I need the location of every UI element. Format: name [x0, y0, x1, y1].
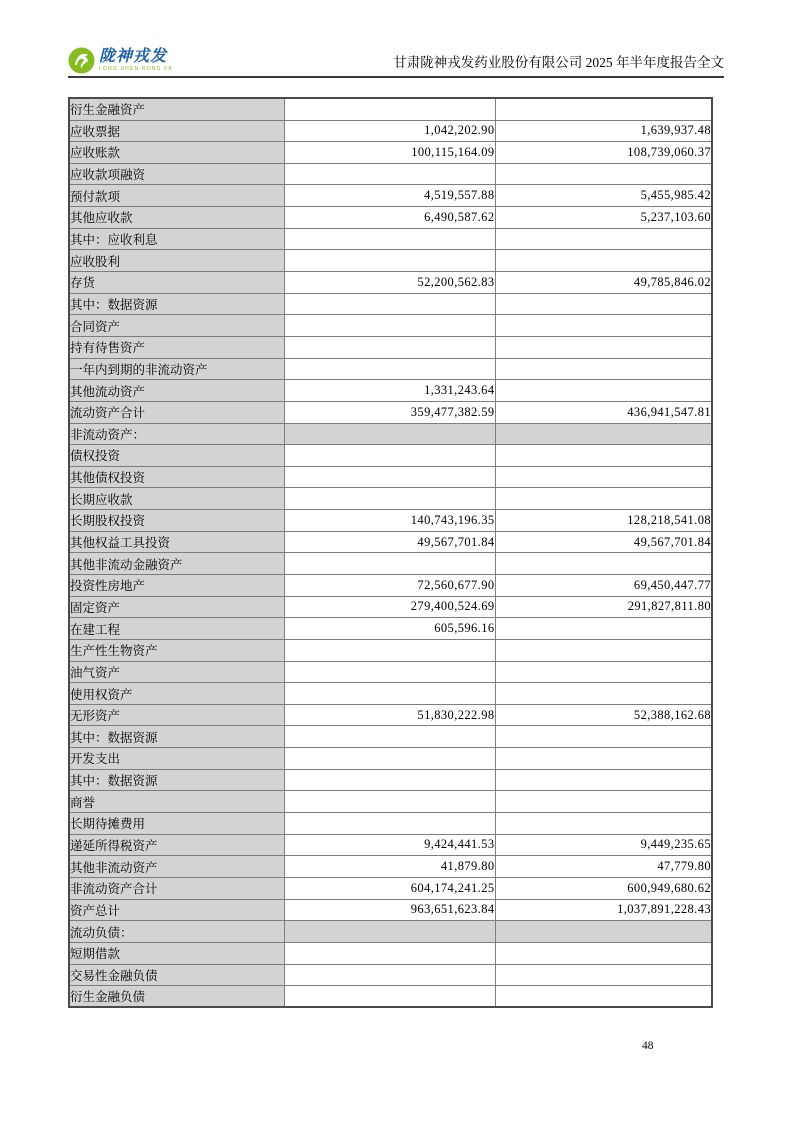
prior-period-value [495, 661, 712, 683]
current-period-value [284, 423, 495, 445]
item-label: 生产性生物资产 [69, 639, 284, 661]
table-row [69, 163, 712, 185]
prior-period-value: 128,218,541.08 [495, 510, 712, 532]
prior-period-value: 49,567,701.84 [495, 531, 712, 553]
prior-period-value [495, 250, 712, 272]
current-period-value [284, 942, 495, 964]
item-label: 在建工程 [69, 618, 284, 640]
item-label: 其中：数据资源 [69, 726, 284, 748]
prior-period-value: 291,827,811.80 [495, 596, 712, 618]
current-period-value: 6,490,587.62 [284, 207, 495, 229]
table-row [69, 834, 712, 856]
logo-text [99, 49, 173, 72]
item-label: 流动资产合计 [69, 401, 284, 423]
table-row [69, 380, 712, 402]
table-row [69, 574, 712, 596]
current-period-value: 604,174,241.25 [284, 877, 495, 899]
item-label: 交易性金融负债 [69, 964, 284, 986]
item-label: 其他非流动资产 [69, 856, 284, 878]
item-label: 其他流动资产 [69, 380, 284, 402]
table-row [69, 748, 712, 770]
table-row [69, 596, 712, 618]
prior-period-value: 9,449,235.65 [495, 834, 712, 856]
prior-period-value [495, 98, 712, 120]
current-period-value: 359,477,382.59 [284, 401, 495, 423]
current-period-value [284, 466, 495, 488]
item-label: 使用权资产 [69, 683, 284, 705]
current-period-value: 51,830,222.98 [284, 704, 495, 726]
current-period-value: 9,424,441.53 [284, 834, 495, 856]
table-row [69, 510, 712, 532]
table-row [69, 142, 712, 164]
table-row [69, 185, 712, 207]
current-period-value [284, 315, 495, 337]
current-period-value [284, 791, 495, 813]
prior-period-value: 1,639,937.48 [495, 120, 712, 142]
current-period-value [284, 986, 495, 1008]
prior-period-value [495, 683, 712, 705]
item-label: 一年内到期的非流动资产 [69, 358, 284, 380]
prior-period-value [495, 228, 712, 250]
prior-period-value: 108,739,060.37 [495, 142, 712, 164]
current-period-value: 279,400,524.69 [284, 596, 495, 618]
table-row [69, 445, 712, 467]
item-label: 其中：数据资源 [69, 769, 284, 791]
item-label: 长期股权投资 [69, 510, 284, 532]
prior-period-value [495, 726, 712, 748]
current-period-value [284, 748, 495, 770]
prior-period-value [495, 293, 712, 315]
item-label: 其他债权投资 [69, 466, 284, 488]
page-header [68, 44, 724, 74]
table-row [69, 228, 712, 250]
prior-period-value [495, 488, 712, 510]
item-label: 其他非流动金融资产 [69, 553, 284, 575]
item-label: 其他权益工具投资 [69, 531, 284, 553]
current-period-value [284, 726, 495, 748]
prior-period-value [495, 791, 712, 813]
item-label: 应收账款 [69, 142, 284, 164]
prior-period-value [495, 769, 712, 791]
item-label: 预付款项 [69, 185, 284, 207]
report-title: 甘肃陇神戎发药业股份有限公司 2025 年半年度报告全文 [393, 55, 724, 70]
table-row [69, 877, 712, 899]
prior-period-value [495, 466, 712, 488]
table-row [69, 531, 712, 553]
table-row [69, 401, 712, 423]
prior-period-value: 5,455,985.42 [495, 185, 712, 207]
current-period-value [284, 98, 495, 120]
item-label: 债权投资 [69, 445, 284, 467]
prior-period-value [495, 921, 712, 943]
item-label: 长期应收款 [69, 488, 284, 510]
item-label: 其他应收款 [69, 207, 284, 229]
page-number: 48 [642, 1040, 654, 1052]
current-period-value [284, 964, 495, 986]
report-page [68, 0, 724, 1008]
prior-period-value [495, 315, 712, 337]
current-period-value [284, 163, 495, 185]
prior-period-value [495, 813, 712, 835]
current-period-value [284, 683, 495, 705]
item-label: 其中：应收利息 [69, 228, 284, 250]
table-row [69, 207, 712, 229]
current-period-value: 140,743,196.35 [284, 510, 495, 532]
table-row [69, 98, 712, 120]
table-row [69, 856, 712, 878]
item-label: 商誉 [69, 791, 284, 813]
item-label: 合同资产 [69, 315, 284, 337]
table-row [69, 488, 712, 510]
item-label: 递延所得税资产 [69, 834, 284, 856]
table-row [69, 683, 712, 705]
current-period-value [284, 553, 495, 575]
current-period-value [284, 639, 495, 661]
table-row [69, 899, 712, 921]
item-label: 无形资产 [69, 704, 284, 726]
current-period-value: 72,560,677.90 [284, 574, 495, 596]
prior-period-value [495, 445, 712, 467]
table-row [69, 791, 712, 813]
item-label: 短期借款 [69, 942, 284, 964]
item-label: 应收款项融资 [69, 163, 284, 185]
item-label: 存货 [69, 272, 284, 294]
header-divider [68, 76, 724, 78]
prior-period-value [495, 380, 712, 402]
current-period-value [284, 358, 495, 380]
current-period-value [284, 661, 495, 683]
prior-period-value: 47,779.80 [495, 856, 712, 878]
table-row [69, 639, 712, 661]
prior-period-value [495, 163, 712, 185]
table-row [69, 618, 712, 640]
table-row [69, 250, 712, 272]
prior-period-value [495, 553, 712, 575]
prior-period-value [495, 336, 712, 358]
item-label: 非流动资产： [69, 423, 284, 445]
table-row [69, 661, 712, 683]
logo-mark-icon [68, 47, 95, 74]
item-label: 固定资产 [69, 596, 284, 618]
current-period-value [284, 445, 495, 467]
table-row [69, 272, 712, 294]
current-period-value: 4,519,557.88 [284, 185, 495, 207]
table-row [69, 964, 712, 986]
item-label: 衍生金融负债 [69, 986, 284, 1008]
current-period-value [284, 336, 495, 358]
prior-period-value [495, 618, 712, 640]
current-period-value: 605,596.16 [284, 618, 495, 640]
prior-period-value: 52,388,162.68 [495, 704, 712, 726]
brand-name-cn: 陇神戎发 [99, 48, 168, 65]
current-period-value: 52,200,562.83 [284, 272, 495, 294]
item-label: 油气资产 [69, 661, 284, 683]
table-row [69, 813, 712, 835]
current-period-value [284, 769, 495, 791]
section-header-row [69, 423, 712, 445]
prior-period-value: 5,237,103.60 [495, 207, 712, 229]
table-row [69, 336, 712, 358]
item-label: 长期待摊费用 [69, 813, 284, 835]
table-row [69, 293, 712, 315]
table-row [69, 942, 712, 964]
current-period-value: 41,879.80 [284, 856, 495, 878]
table-row [69, 553, 712, 575]
prior-period-value: 49,785,846.02 [495, 272, 712, 294]
current-period-value [284, 250, 495, 272]
section-header-row [69, 921, 712, 943]
prior-period-value [495, 423, 712, 445]
current-period-value: 1,331,243.64 [284, 380, 495, 402]
prior-period-value [495, 942, 712, 964]
item-label: 持有待售资产 [69, 336, 284, 358]
table-row [69, 315, 712, 337]
item-label: 流动负债： [69, 921, 284, 943]
item-label: 应收票据 [69, 120, 284, 142]
item-label: 其中：数据资源 [69, 293, 284, 315]
current-period-value: 100,115,164.09 [284, 142, 495, 164]
prior-period-value [495, 964, 712, 986]
prior-period-value: 436,941,547.81 [495, 401, 712, 423]
prior-period-value [495, 639, 712, 661]
current-period-value: 963,651,623.84 [284, 899, 495, 921]
item-label: 衍生金融资产 [69, 98, 284, 120]
current-period-value [284, 293, 495, 315]
prior-period-value [495, 748, 712, 770]
item-label: 开发支出 [69, 748, 284, 770]
item-label: 应收股利 [69, 250, 284, 272]
current-period-value [284, 228, 495, 250]
brand-name-en: LONG SHEN RONG FA [99, 66, 173, 72]
prior-period-value: 69,450,447.77 [495, 574, 712, 596]
prior-period-value: 600,949,680.62 [495, 877, 712, 899]
item-label: 投资性房地产 [69, 574, 284, 596]
table-row [69, 769, 712, 791]
prior-period-value: 1,037,891,228.43 [495, 899, 712, 921]
balance-sheet-table [68, 97, 713, 1008]
balance-sheet-body [69, 98, 712, 1007]
table-row [69, 358, 712, 380]
current-period-value [284, 813, 495, 835]
current-period-value: 49,567,701.84 [284, 531, 495, 553]
current-period-value [284, 488, 495, 510]
current-period-value: 1,042,202.90 [284, 120, 495, 142]
prior-period-value [495, 358, 712, 380]
prior-period-value [495, 986, 712, 1008]
company-logo [68, 47, 173, 74]
item-label: 非流动资产合计 [69, 877, 284, 899]
current-period-value [284, 921, 495, 943]
table-row [69, 704, 712, 726]
table-row [69, 120, 712, 142]
table-row [69, 466, 712, 488]
item-label: 资产总计 [69, 899, 284, 921]
table-row [69, 726, 712, 748]
table-row [69, 986, 712, 1008]
